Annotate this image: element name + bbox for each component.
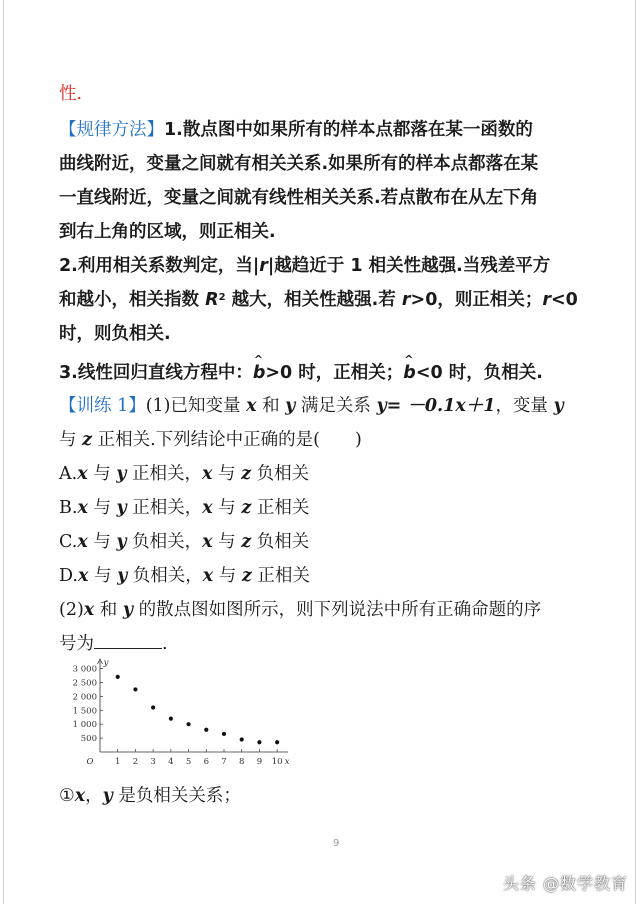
- origin-label: O: [86, 757, 94, 767]
- y-tick-label: 3 000: [72, 664, 97, 675]
- x-tick-label: 9: [256, 757, 263, 767]
- x-tick-label: 2: [132, 757, 139, 767]
- y-axis-label: y: [103, 658, 109, 668]
- x-axis-label: x: [284, 757, 290, 767]
- scatter-chart: [56, 655, 296, 767]
- page-number: 9: [333, 838, 340, 849]
- question-2-line-1: (2)x 和 y 的散点图如图所示，则下列说法中所有正确命题的序: [59, 600, 542, 620]
- y-tick-label: 1 000: [72, 720, 97, 731]
- data-point: [204, 728, 208, 732]
- line-top: 性.: [59, 84, 83, 104]
- method-label: 【规律方法】: [59, 120, 164, 140]
- answer-blank[interactable]: [94, 632, 162, 649]
- data-point: [116, 675, 120, 679]
- method-point-2-end: 时，则负相关.: [59, 324, 171, 344]
- data-point: [151, 705, 155, 709]
- option-a[interactable]: A.x 与 y 正相关，x 与 z 负相关: [59, 464, 310, 484]
- option-d[interactable]: D.x 与 y 负相关，x 与 z 正相关: [59, 566, 310, 586]
- training-line-1: 【训练 1】(1)已知变量 x 和 y 满足关系 y= －0.1x＋1，变量 y: [59, 396, 564, 416]
- x-tick-label: 6: [203, 757, 209, 767]
- y-tick-label: 2 500: [72, 678, 97, 689]
- x-tick-label: 1: [115, 757, 121, 767]
- watermark: 头条 @数学教育: [502, 874, 628, 893]
- training-label: 【训练 1】: [59, 396, 146, 416]
- option-b[interactable]: B.x 与 y 正相关，x 与 z 正相关: [59, 498, 310, 518]
- x-tick-label: 10: [271, 757, 283, 767]
- method-point-3: 3.线性回归直线方程中：^ b>0 时，正相关；^ b<0 时，负相关.: [59, 361, 543, 385]
- statement-1: ①x，y 是负相关关系；: [59, 786, 241, 806]
- method-line-1: 【规律方法】1.散点图中如果所有的样本点都落在某一函数的: [59, 120, 533, 140]
- question-2-line-2: 号为 .: [59, 634, 168, 654]
- data-point: [275, 740, 279, 744]
- method-line-2: 曲线附近，变量之间就有相关关系.如果所有的样本点都落在某: [59, 154, 539, 174]
- method-point-2: 2.利用相关系数判定，当|r|越趋近于 1 相关性越强.当残差平方: [59, 256, 551, 276]
- method-line-4: 到右上角的区域，则正相关.: [59, 222, 276, 242]
- data-point: [186, 722, 190, 726]
- method-point-2-cont: 和越小，相关指数 $R^2$ 越大，相关性越强.若 r>0，则正相关；r<0: [59, 290, 578, 310]
- x-tick-label: 3: [150, 757, 156, 767]
- data-point: [133, 687, 137, 691]
- y-tick-label: 1 500: [72, 706, 97, 717]
- training-line-2: 与 z 正相关.下列结论中正确的是( ): [59, 430, 362, 450]
- option-c[interactable]: C.x 与 y 负相关，x 与 z 负相关: [59, 532, 310, 552]
- y-tick-label: 500: [80, 734, 97, 745]
- x-tick-label: 7: [221, 757, 227, 767]
- data-point: [222, 732, 226, 736]
- data-point: [257, 740, 261, 744]
- x-tick-label: 4: [168, 757, 174, 767]
- method-line-3: 一直线附近，变量之间就有线性相关关系.若点散布在从左下角: [59, 188, 539, 208]
- y-tick-label: 2 000: [72, 692, 97, 703]
- data-point: [240, 737, 244, 741]
- x-tick-label: 5: [185, 757, 192, 767]
- x-tick-label: 8: [239, 757, 245, 767]
- data-point: [169, 717, 173, 721]
